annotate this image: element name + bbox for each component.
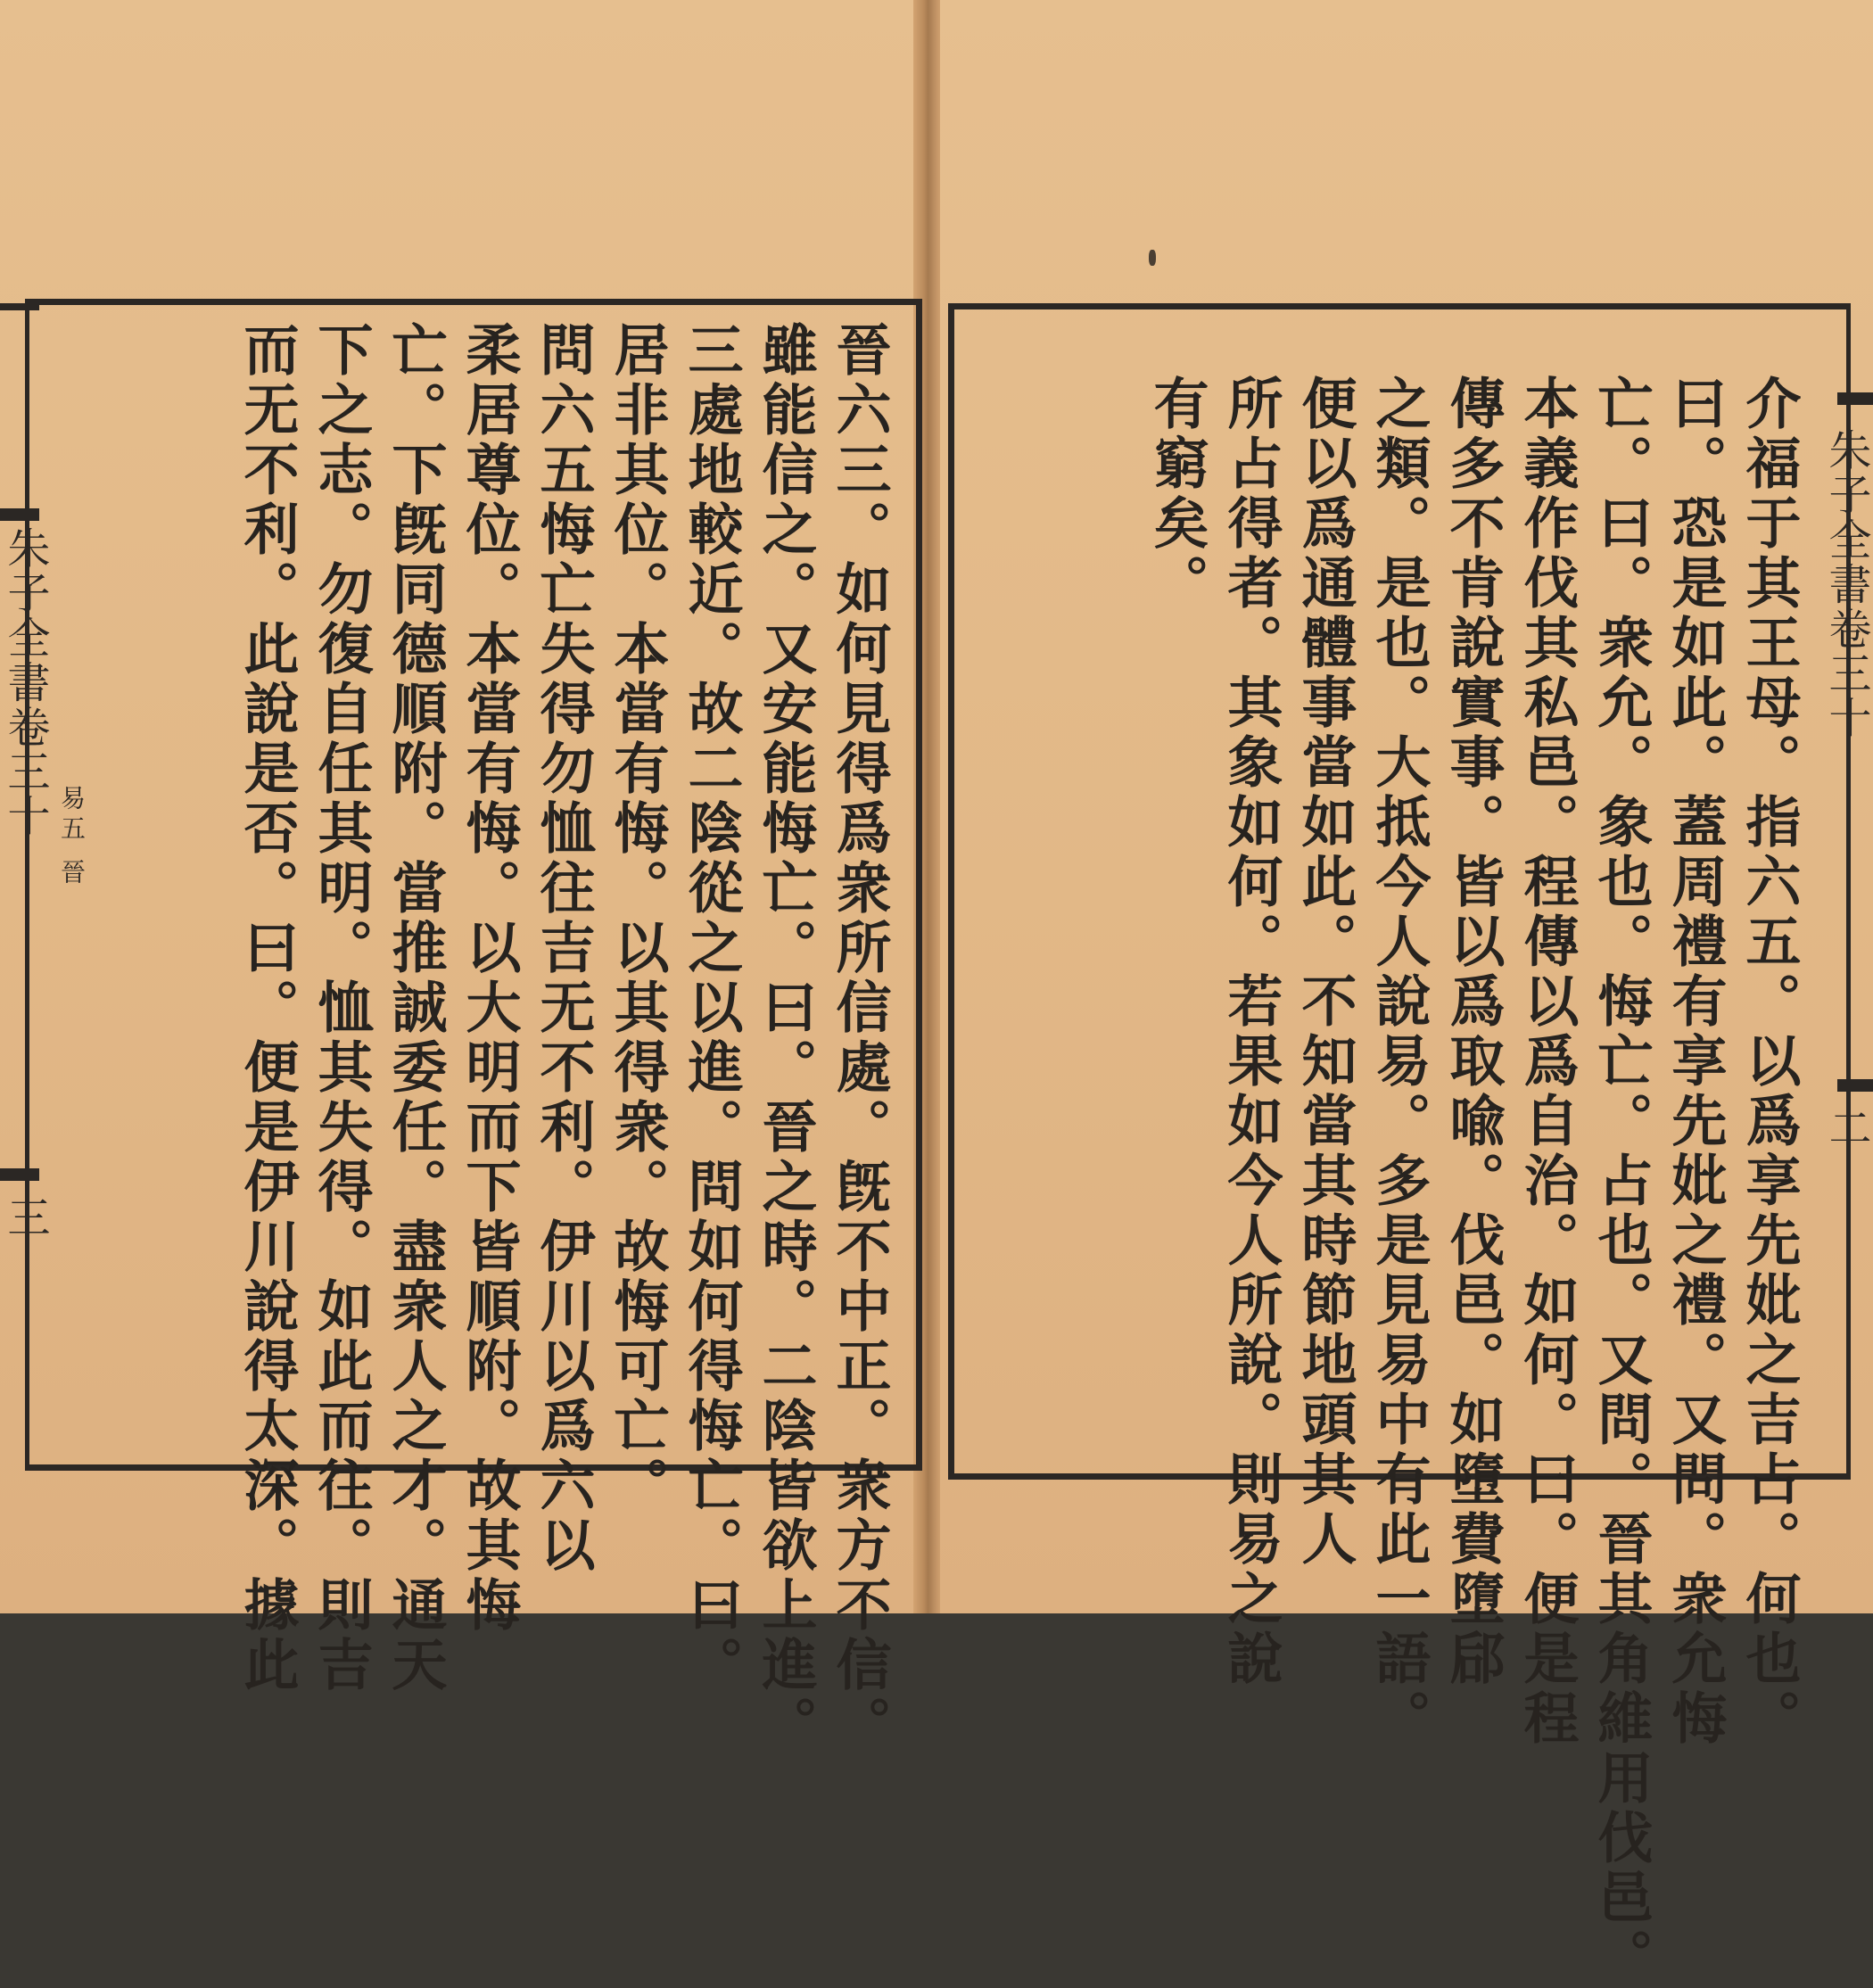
- text-column: 有窮矣。: [1144, 375, 1209, 614]
- left-banxin-section-label: 易五 晉: [57, 785, 87, 889]
- text-column: 本義作伐其私邑。程傳以爲自治。如何。曰。便是程: [1514, 375, 1580, 1749]
- text-column: 而无不利。此說是否。曰。便是伊川說得太深。據此: [235, 321, 300, 1695]
- text-column: 傳多不肯說實事。皆以爲取喩。伐邑。如墮費墮郈: [1440, 375, 1506, 1689]
- text-column: 下之志。勿復自任其明。恤其失得。如此而往。則吉: [309, 321, 374, 1695]
- text-column: 之類。是也。大抵今人說易。多是見易中有此一語。: [1366, 375, 1432, 1749]
- right-page-text: [968, 375, 1806, 1988]
- left-banxin-folio: 三: [0, 1195, 50, 1240]
- text-column: 亡。曰。衆允。象也。悔亡。占也。又問。晉其角維用伐邑。: [1588, 375, 1654, 1988]
- right-banxin-folio: 二: [1821, 1106, 1871, 1151]
- text-column: 曰。恐是如此。蓋周禮有享先妣之禮。又問。衆允悔: [1663, 375, 1728, 1749]
- left-page-text: [85, 321, 896, 1755]
- text-column: 亡。下旣同德順附。當推誠委任。盡衆人之才。通天: [383, 321, 448, 1695]
- ink-stain: [1149, 250, 1156, 266]
- text-column: 三處地較近。故二陰從之以進。問如何得悔亡。曰。: [679, 321, 744, 1695]
- text-column: 柔居尊位。本當有悔。以大明而下皆順附。故其悔: [457, 321, 522, 1636]
- text-column: 雖能信之。又安能悔亡。曰。晉之時。二陰皆欲上進。: [753, 321, 818, 1755]
- text-column: 便以爲通體事當如此。不知當其時節地頭其人: [1292, 375, 1357, 1570]
- text-column: 居非其位。本當有悔。以其得衆。故悔可亡。: [605, 321, 670, 1516]
- text-column: 晉六三。如何見得爲衆所信處。旣不中正。衆方不信。: [827, 321, 892, 1755]
- right-banxin: [1819, 303, 1873, 1467]
- text-column: 介福于其王母。指六五。以爲享先妣之吉占。何也。: [1737, 375, 1802, 1749]
- left-banxin: [0, 303, 50, 1467]
- text-column: 所占得者。其象如何。若果如今人所說。則易之說: [1218, 375, 1283, 1689]
- left-banxin-title: 朱子全書卷三十: [0, 526, 50, 838]
- text-column: 問六五悔亡失得勿恤往吉无不利。伊川以爲六以: [531, 321, 596, 1576]
- right-banxin-title: 朱子全書卷三十: [1821, 428, 1871, 740]
